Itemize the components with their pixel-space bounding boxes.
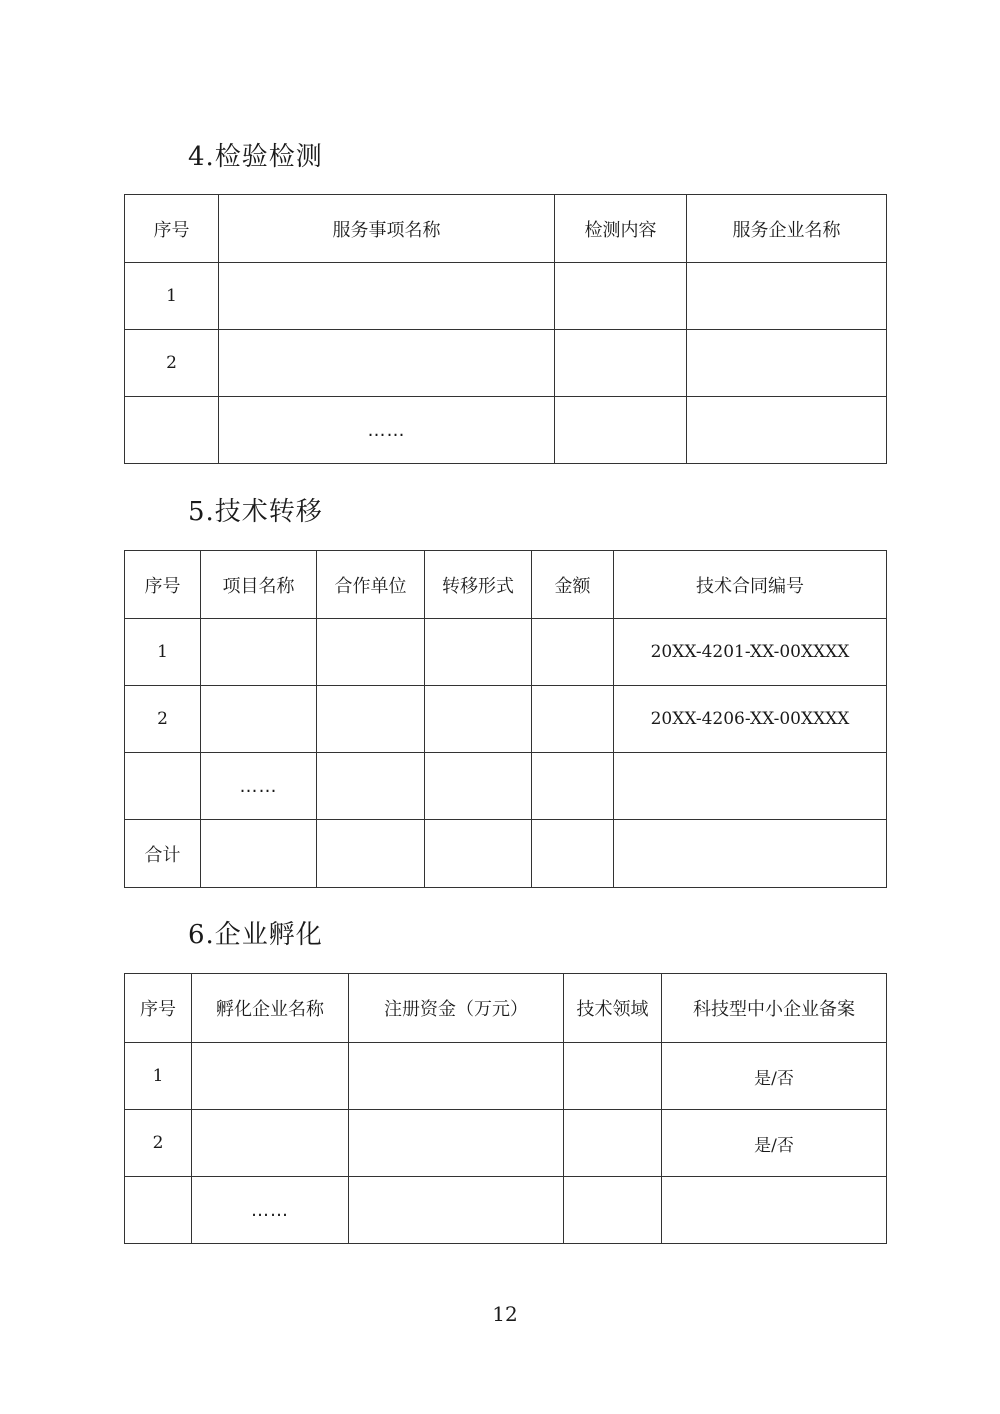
table-header-row bbox=[125, 551, 887, 619]
table-cell bbox=[219, 263, 555, 330]
header-cell: 合作单位 bbox=[317, 551, 425, 619]
table-cell: …… bbox=[192, 1177, 349, 1244]
table-header-row bbox=[125, 974, 887, 1043]
table-cell bbox=[687, 263, 887, 330]
table-cell: 1 bbox=[125, 619, 201, 686]
table-cell bbox=[317, 619, 425, 686]
table-cell bbox=[192, 1110, 349, 1177]
section-title-tech-transfer: 5.技术转移 bbox=[188, 497, 323, 527]
table-cell bbox=[532, 619, 614, 686]
table-row bbox=[125, 263, 887, 330]
table-row bbox=[125, 397, 887, 464]
table-cell bbox=[125, 397, 219, 464]
page-number: 12 bbox=[492, 1302, 518, 1326]
table-cell bbox=[662, 1177, 887, 1244]
table-cell bbox=[425, 753, 532, 820]
table-cell bbox=[555, 330, 687, 397]
header-cell: 金额 bbox=[532, 551, 614, 619]
table-cell bbox=[564, 1043, 662, 1110]
table-cell bbox=[125, 753, 201, 820]
header-cell: 服务事项名称 bbox=[219, 195, 555, 263]
table-row bbox=[125, 1110, 887, 1177]
table-cell bbox=[532, 820, 614, 888]
table-cell bbox=[201, 686, 317, 753]
table-cell bbox=[614, 820, 887, 888]
table-header-row bbox=[125, 195, 887, 263]
filing-status-cell: 是/否 bbox=[662, 1043, 887, 1110]
table-cell: …… bbox=[219, 397, 555, 464]
table-cell bbox=[425, 686, 532, 753]
table-cell bbox=[687, 330, 887, 397]
table-cell: 2 bbox=[125, 686, 201, 753]
table-cell bbox=[349, 1110, 564, 1177]
table-cell bbox=[219, 330, 555, 397]
table-cell: 2 bbox=[125, 330, 219, 397]
table-cell bbox=[425, 820, 532, 888]
table-cell bbox=[201, 820, 317, 888]
table-cell bbox=[349, 1043, 564, 1110]
table-cell bbox=[317, 820, 425, 888]
header-cell: 注册资金（万元） bbox=[349, 974, 564, 1043]
header-cell: 科技型中小企业备案 bbox=[662, 974, 887, 1043]
table-cell bbox=[349, 1177, 564, 1244]
table-cell bbox=[614, 753, 887, 820]
section-title-inspection: 4.检验检测 bbox=[188, 142, 323, 172]
header-cell: 序号 bbox=[125, 195, 219, 263]
table-cell bbox=[687, 397, 887, 464]
table-cell bbox=[555, 397, 687, 464]
incubation-table bbox=[124, 973, 887, 1244]
total-label: 合计 bbox=[125, 820, 201, 888]
header-cell: 孵化企业名称 bbox=[192, 974, 349, 1043]
table-cell: 2 bbox=[125, 1110, 192, 1177]
table-cell bbox=[564, 1177, 662, 1244]
table-cell: 1 bbox=[125, 1043, 192, 1110]
table-cell bbox=[192, 1043, 349, 1110]
table-row bbox=[125, 686, 887, 753]
table-row bbox=[125, 753, 887, 820]
table-cell bbox=[564, 1110, 662, 1177]
table-cell bbox=[317, 753, 425, 820]
contract-number-cell: 20XX-4201-XX-00XXXX bbox=[614, 619, 887, 686]
table-cell bbox=[125, 1177, 192, 1244]
table-row bbox=[125, 619, 887, 686]
table-cell bbox=[425, 619, 532, 686]
section-title-incubation: 6.企业孵化 bbox=[188, 920, 323, 950]
filing-status-cell: 是/否 bbox=[662, 1110, 887, 1177]
table-cell bbox=[555, 263, 687, 330]
tech-transfer-table bbox=[124, 550, 887, 888]
header-cell: 序号 bbox=[125, 974, 192, 1043]
table-cell: 1 bbox=[125, 263, 219, 330]
table-cell bbox=[532, 686, 614, 753]
table-row bbox=[125, 1043, 887, 1110]
header-cell: 技术领域 bbox=[564, 974, 662, 1043]
header-cell: 技术合同编号 bbox=[614, 551, 887, 619]
header-cell: 项目名称 bbox=[201, 551, 317, 619]
table-cell: …… bbox=[201, 753, 317, 820]
header-cell: 服务企业名称 bbox=[687, 195, 887, 263]
table-cell bbox=[201, 619, 317, 686]
table-row bbox=[125, 1177, 887, 1244]
table-row bbox=[125, 330, 887, 397]
contract-number-cell: 20XX-4206-XX-00XXXX bbox=[614, 686, 887, 753]
inspection-table bbox=[124, 194, 887, 464]
total-row bbox=[125, 820, 887, 888]
table-cell bbox=[317, 686, 425, 753]
header-cell: 转移形式 bbox=[425, 551, 532, 619]
header-cell: 检测内容 bbox=[555, 195, 687, 263]
header-cell: 序号 bbox=[125, 551, 201, 619]
table-cell bbox=[532, 753, 614, 820]
